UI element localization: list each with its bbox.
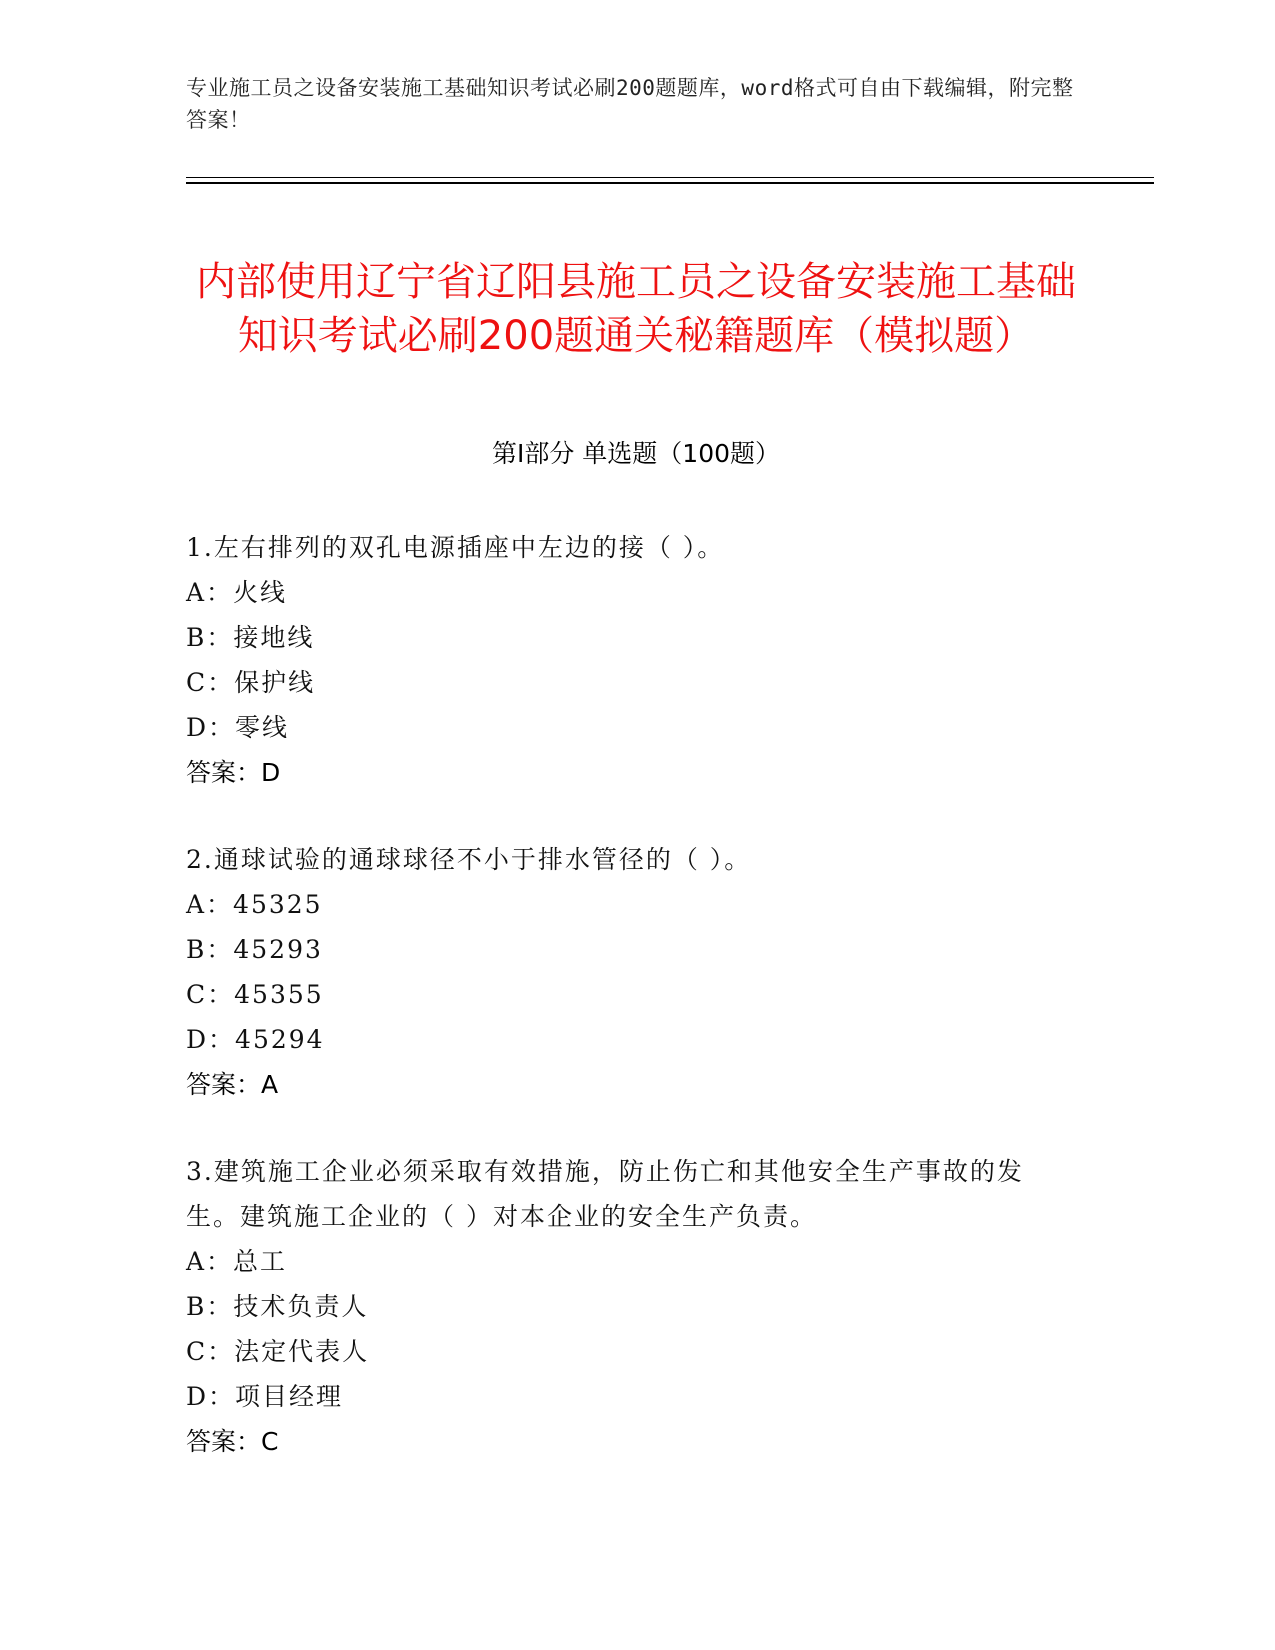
header-divider-thin — [186, 177, 1154, 178]
question-stem: 3.建筑施工企业必须采取有效措施，防止伤亡和其他安全生产事故的发生。建筑施工企业的（ ）对本企业的安全生产负责。 — [186, 1157, 1024, 1231]
header-note: 专业施工员之设备安装施工基础知识考试必刷200题题库，word格式可自由下载编辑，附完整答案！ — [186, 76, 1074, 132]
option-d: D：45294 — [186, 1025, 325, 1054]
section-heading: 第Ⅰ部分 单选题（100题） — [491, 439, 781, 468]
option-b: B：45293 — [186, 935, 323, 964]
question-list — [186, 525, 1066, 1506]
option-b: B：技术负责人 — [186, 1292, 369, 1321]
option-a: A：火线 — [186, 578, 288, 607]
option-a: A：45325 — [186, 890, 323, 919]
option-c: C：保护线 — [186, 668, 316, 697]
question-item — [186, 1149, 1066, 1464]
answer-line: 答案：D — [186, 758, 281, 787]
option-d: D：零线 — [186, 713, 290, 742]
answer-line: 答案：C — [186, 1427, 279, 1456]
option-c: C：法定代表人 — [186, 1337, 370, 1366]
question-stem: 2.通球试验的通球球径不小于排水管径的（ ）。 — [186, 845, 752, 874]
option-d: D：项目经理 — [186, 1382, 344, 1411]
question-stem: 1.左右排列的双孔电源插座中左边的接（ ）。 — [186, 533, 725, 562]
option-b: B：接地线 — [186, 623, 315, 652]
option-c: C：45355 — [186, 980, 324, 1009]
document-title: 内部使用辽宁省辽阳县施工员之设备安装施工基础知识考试必刷200题通关秘籍题库（模拟题） — [196, 258, 1076, 359]
header-divider-thick — [186, 182, 1154, 184]
option-a: A：总工 — [186, 1247, 288, 1276]
question-item — [186, 525, 1066, 795]
answer-line: 答案：A — [186, 1070, 279, 1099]
question-item — [186, 837, 1066, 1107]
